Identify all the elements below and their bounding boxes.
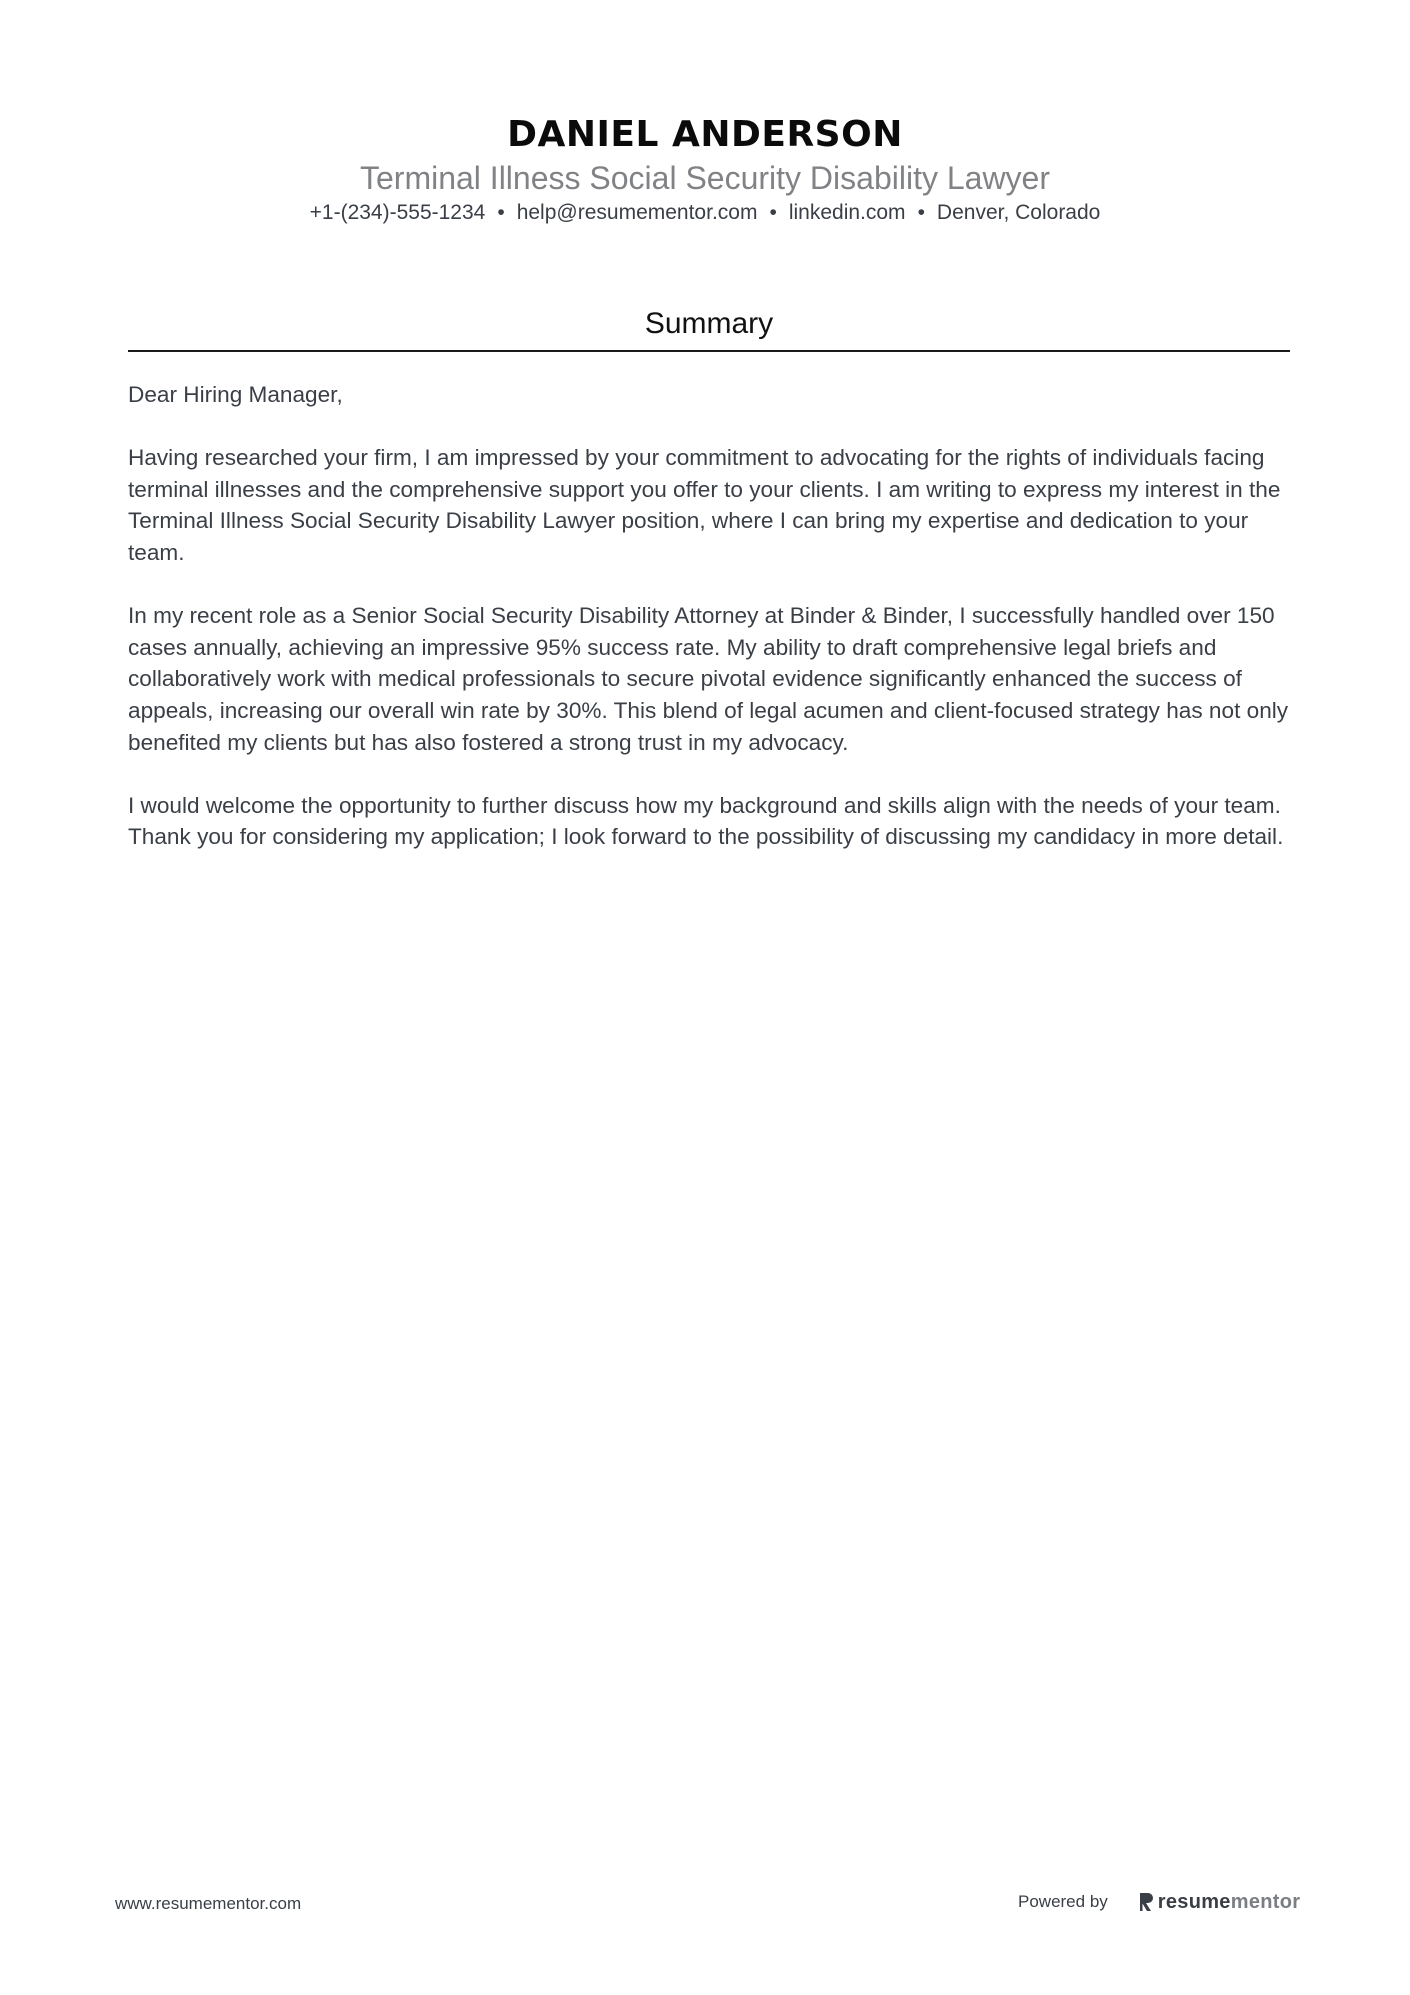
contact-linkedin[interactable]: linkedin.com bbox=[788, 201, 906, 224]
salutation: Dear Hiring Manager, bbox=[128, 382, 343, 407]
resumementor-logo-icon bbox=[1138, 1891, 1154, 1913]
body-paragraph: Having researched your firm, I am impressed by your commitment to advocating for the rights of individuals facing terminal illnesses and the comprehensive support you offer to your clients. I am writing to express my interest in the Terminal Illness Social Security Disability Lawyer position, where I can bring my expertise and dedication to your team. bbox=[128, 445, 1281, 565]
contact-email[interactable]: help@resumementor.com bbox=[516, 201, 758, 224]
section-heading-summary: Summary bbox=[644, 307, 774, 340]
contact-phone: +1-(234)-555-1234 bbox=[309, 201, 486, 224]
footer-branding bbox=[1018, 1889, 1300, 1915]
contact-separator: • bbox=[769, 201, 777, 224]
contact-location: Denver, Colorado bbox=[936, 201, 1101, 224]
contact-separator: • bbox=[497, 201, 505, 224]
contact-line bbox=[0, 198, 1410, 228]
letter-body bbox=[128, 379, 1290, 885]
candidate-name: DANIEL ANDERSON bbox=[507, 114, 903, 155]
resumementor-logo[interactable] bbox=[1138, 1891, 1301, 1914]
powered-by-label: Powered by bbox=[1018, 1892, 1108, 1911]
body-paragraph: In my recent role as a Senior Social Security Disability Attorney at Binder & Binder, I successfully handled over 150 cases annually, achieving an impressive 95% success rate. My ability to draft comprehensive legal briefs and collaboratively work with medical professionals to secure pivotal evidence significantly enhanced the success of appeals, increasing our overall win rate by 30%. This blend of legal acumen and client-focused strategy has not only benefited my clients but has also fostered a strong trust in my advocacy. bbox=[128, 603, 1289, 755]
footer-website-link[interactable]: www.resumementor.com bbox=[115, 1894, 302, 1913]
body-paragraph: I would welcome the opportunity to further discuss how my background and skills align with the needs of your team. Thank you for considering my application; I look forward to the possibility of discussing my candidacy in more detail. bbox=[128, 792, 1284, 850]
section-divider bbox=[128, 350, 1290, 352]
contact-separator: • bbox=[917, 201, 925, 224]
job-title: Terminal Illness Social Security Disability Lawyer bbox=[359, 160, 1050, 196]
logo-wordmark-part1: resume bbox=[1157, 1890, 1231, 1913]
logo-wordmark bbox=[1158, 1891, 1301, 1914]
header bbox=[0, 112, 1410, 228]
logo-wordmark-part2: mentor bbox=[1230, 1890, 1301, 1913]
